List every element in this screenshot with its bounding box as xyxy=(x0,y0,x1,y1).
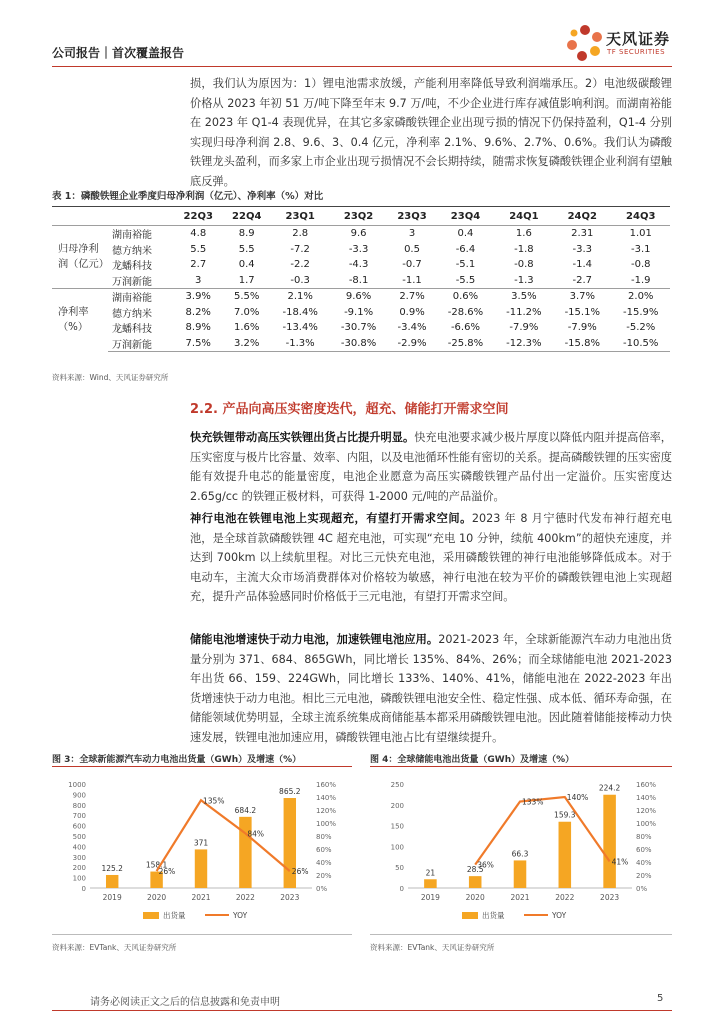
table-value-cell: 0.5 xyxy=(404,243,420,255)
x-tick-label: 2019 xyxy=(420,893,440,902)
table-value-cell: 1.01 xyxy=(629,228,652,240)
footer-disclaimer: 请务必阅读正文之后的信息披露和免责申明 xyxy=(90,997,280,1008)
yoy-data-label: 41% xyxy=(611,857,629,867)
y-tick-label: 100 xyxy=(390,843,404,852)
table-value-cell: -5.2% xyxy=(626,322,656,334)
table-row xyxy=(52,242,670,258)
table-value-cell: 3.5% xyxy=(495,289,553,305)
y-tick-label: 600 xyxy=(72,822,86,831)
table-company-cell: 德方纳米 xyxy=(112,245,152,257)
table-value-cell: -3.3 xyxy=(572,243,593,255)
header-divider xyxy=(52,66,672,67)
legend-label: YOY xyxy=(233,911,248,920)
table-value-cell: -15.1% xyxy=(564,306,600,318)
figure-3-bottom-rule xyxy=(52,934,352,935)
y-tick-label: 250 xyxy=(390,781,404,789)
table-value-cell: -2.7 xyxy=(572,274,593,286)
table-value-cell: 2.7 xyxy=(190,259,207,271)
y-tick-label: 50 xyxy=(395,864,404,873)
table-value-cell: -1.8 xyxy=(514,243,534,255)
table-value-cell: -15.8% xyxy=(553,336,611,352)
table-value-cell: 2.0% xyxy=(611,289,670,305)
legend-swatch-bar xyxy=(462,912,478,919)
table-source: 资料来源：Wind、天风证券研究所 xyxy=(52,373,169,382)
table-company-cell: 湖南裕能 xyxy=(108,289,174,305)
table-value-cell: -8.1 xyxy=(348,274,369,286)
bar-data-label: 159.3 xyxy=(554,810,576,820)
y2-tick-label: 0% xyxy=(636,885,648,893)
table-header-cell: 24Q1 xyxy=(495,207,553,226)
y2-tick-label: 140% xyxy=(316,794,337,802)
footer-divider xyxy=(52,1010,672,1011)
bar xyxy=(195,849,207,888)
bar xyxy=(559,822,572,888)
table-header-cell: 22Q3 xyxy=(174,207,222,226)
yoy-data-label: 135% xyxy=(203,796,225,806)
table-value-cell: 0.4 xyxy=(238,259,255,271)
bar-data-label: 125.2 xyxy=(101,863,123,873)
paragraph-lead: 神行电池在铁锂电池上实现超充，有望打开需求空间。 xyxy=(190,512,472,525)
figure-4-title-rule xyxy=(370,766,672,767)
y2-tick-label: 120% xyxy=(636,807,657,815)
table-header-cell: 22Q4 xyxy=(222,207,270,226)
table-value-cell: -3.4% xyxy=(397,322,427,334)
yoy-data-label: 26% xyxy=(158,867,176,877)
x-tick-label: 2022 xyxy=(235,893,255,902)
table-group-label: 净利率（%） xyxy=(52,289,108,352)
table-company-cell: 湖南裕能 xyxy=(112,230,152,242)
table-value-cell: -5.5 xyxy=(455,274,476,286)
table-value-cell: 0.9% xyxy=(399,306,425,318)
y-tick-label: 500 xyxy=(72,833,86,841)
table-row xyxy=(52,257,670,273)
table-value-cell: -1.3 xyxy=(514,274,534,286)
table-value-cell: -15.9% xyxy=(623,306,659,318)
figure-4-bottom-rule xyxy=(370,934,672,935)
yoy-data-label: 36% xyxy=(477,860,494,870)
figure-3-title-rule xyxy=(52,766,352,767)
y2-tick-label: 40% xyxy=(636,859,652,867)
table-row xyxy=(52,336,670,352)
table-header-cell: 24Q3 xyxy=(611,207,670,226)
table-value-cell: 4.8 xyxy=(190,228,207,240)
table-value-cell: 3 xyxy=(408,228,416,240)
table-title: 表 1：磷酸铁锂企业季度归母净利润（亿元）、净利率（%）对比 xyxy=(52,191,324,202)
table-company-cell: 龙蟠科技 xyxy=(112,261,152,273)
bar-data-label: 684.2 xyxy=(234,805,257,815)
x-tick-label: 2021 xyxy=(191,893,211,902)
y-tick-label: 1000 xyxy=(68,781,86,789)
bar xyxy=(424,879,437,888)
y2-tick-label: 140% xyxy=(636,794,657,802)
bar-data-label: 66.3 xyxy=(511,849,529,859)
table-value-cell: 0.4 xyxy=(457,228,474,240)
table-value-cell: 2.1% xyxy=(271,289,329,305)
table-value-cell: 1.6 xyxy=(515,228,532,240)
bar-data-label: 158.1 xyxy=(145,860,168,870)
table-value-cell: -30.8% xyxy=(329,336,387,352)
table-value-cell: 9.6 xyxy=(350,228,367,240)
table-value-cell: 7.0% xyxy=(234,306,260,318)
table-value-cell: -7.9% xyxy=(567,322,597,334)
table-row xyxy=(52,289,670,305)
table-value-cell: 9.6% xyxy=(329,289,387,305)
table-value-cell: -12.3% xyxy=(495,336,553,352)
table-company-cell: 德方纳米 xyxy=(112,308,152,320)
pinwheel-logo-icon xyxy=(566,24,604,62)
company-logo xyxy=(566,24,686,64)
yoy-data-label: 140% xyxy=(566,793,589,802)
table-header-cell: 23Q2 xyxy=(329,207,387,226)
table-value-cell: 5.5% xyxy=(222,289,270,305)
table-value-cell: 3.7% xyxy=(553,289,611,305)
table-value-cell: -6.6% xyxy=(450,322,480,334)
table-header-cell: 23Q1 xyxy=(271,207,329,226)
x-tick-label: 2022 xyxy=(555,893,575,902)
table-value-cell: 2.7% xyxy=(388,289,436,305)
table-header-cell: 24Q2 xyxy=(553,207,611,226)
paragraph-body: 快充电池要求减少极片厚度以降低内阻并提高倍率，压实密度与极片比容量、效率、内阻，以及电池循环性能有密切的关系。提高磷酸铁锂的压实密度能有效提升电芯的能量密度，电池企业愿意为高压实磷酸铁锂产品付出一定溢价。压实密度达 2.65g/cc 的铁锂正极材料，可获得 1-2000 元/吨的产品溢价。 xyxy=(190,431,672,503)
table-value-cell: -0.7 xyxy=(402,259,422,271)
y2-tick-label: 80% xyxy=(636,833,652,841)
y-tick-label: 0 xyxy=(81,885,86,893)
profit-comparison-table xyxy=(52,206,670,352)
table-value-cell: -5.1 xyxy=(455,259,476,271)
bar-data-label: 21 xyxy=(425,868,436,878)
y2-tick-label: 160% xyxy=(636,781,657,789)
table-header-cell: 23Q3 xyxy=(388,207,436,226)
legend-label: 出货量 xyxy=(482,911,505,920)
table-value-cell: -7.2 xyxy=(290,243,310,255)
y-tick-label: 400 xyxy=(72,843,86,852)
table-value-cell: -6.4 xyxy=(455,243,476,255)
table-value-cell: -9.1% xyxy=(344,306,374,318)
x-tick-label: 2020 xyxy=(465,893,485,902)
figure-4-chart xyxy=(370,770,672,928)
y-tick-label: 200 xyxy=(390,801,404,810)
table-value-cell: 3 xyxy=(195,274,202,286)
table-value-cell: -3.3 xyxy=(348,243,369,255)
y2-tick-label: 20% xyxy=(636,872,652,880)
figure-4-source: 资料来源：EVTank、天风证券研究所 xyxy=(370,943,495,952)
table-row xyxy=(52,273,670,289)
yoy-data-label: 84% xyxy=(247,829,265,839)
y2-tick-label: 20% xyxy=(316,872,332,880)
x-tick-label: 2023 xyxy=(280,893,300,902)
y2-tick-label: 60% xyxy=(636,846,652,854)
x-tick-label: 2021 xyxy=(510,893,530,902)
table-header-cell: 23Q4 xyxy=(436,207,494,226)
table-company-cell: 万润新能 xyxy=(108,336,174,352)
table-value-cell: -25.8% xyxy=(436,336,494,352)
y2-tick-label: 60% xyxy=(316,846,332,854)
table-value-cell: -0.8 xyxy=(514,259,534,271)
y-tick-label: 100 xyxy=(72,874,86,883)
table-value-cell: 3.9% xyxy=(174,289,222,305)
table-row xyxy=(52,226,670,242)
table-value-cell: -1.3% xyxy=(271,336,329,352)
paragraph-lead: 储能电池增速快于动力电池，加速铁锂电池应用。 xyxy=(190,633,439,646)
y2-tick-label: 40% xyxy=(316,859,332,867)
intro-paragraph: 损，我们认为原因为：1）锂电池需求放缓，产能利用率降低导致利润端承压。2）电池级碳酸锂价格从 2023 年初 51 万/吨下降至年末 9.7 万/吨，不少企业进行库存减值影响利润。而湖南裕能在 2023 年 Q1-4 表现优异，在其它多家磷酸铁锂企业出现亏损的情况下仍保持盈利，Q1-4 分别实现归母净利润 2.8、9.6、3、0.4 亿元，净利率 2.1%、9.6%、2.7%、0.6%。我们认为磷酸铁锂龙头盈利，而多家上市企业出现亏损情况不会长期持续，随需求恢复磷酸铁锂企业利润有望触底反弹。 xyxy=(190,77,672,188)
section-title: 2.2. 产品向高压实密度迭代，超充、储能打开需求空间 xyxy=(190,402,509,417)
bar xyxy=(469,876,482,888)
table-value-cell: -2.2 xyxy=(290,259,310,271)
table-value-cell: 8.9% xyxy=(185,322,211,334)
y-tick-label: 0 xyxy=(399,885,404,893)
y-tick-label: 900 xyxy=(72,791,86,800)
table-value-cell: 2.31 xyxy=(571,228,594,240)
y2-tick-label: 120% xyxy=(316,807,337,815)
table-value-cell: -30.7% xyxy=(340,322,377,334)
table-value-cell: 1.7 xyxy=(238,274,255,286)
yoy-data-label: 26% xyxy=(291,867,309,877)
table-header-company xyxy=(108,207,174,226)
table-row xyxy=(52,305,670,321)
paragraph-body: 2021-2023 年，全球新能源汽车动力电池出货量分别为 371、684、865GWh，同比增长 135%、84%、26%；而全球储能电池 2021-2023 年出货 66、159、224GWh，同比增长 133%、140%、41%，储能电池在 2022-2023 年出货增速快于动力电池。相比三元电池，磷酸铁锂电池安全性、稳定性强、成本低、循环寿命强，在储能领域优势明显，全球主流系统集成商储能基本都采用磷酸铁锂电池。因此随着储能接棒动力快速发展，铁锂电池加速应用，磷酸铁锂电池占比有望继续提升。 xyxy=(190,633,672,744)
yoy-line xyxy=(475,797,609,865)
y-tick-label: 150 xyxy=(390,822,404,831)
paragraph-lead: 快充铁锂带动高压实铁锂出货占比提升明显。 xyxy=(190,431,415,444)
y2-tick-label: 80% xyxy=(316,833,332,841)
table-value-cell: -4.3 xyxy=(348,259,369,271)
y-tick-label: 700 xyxy=(72,812,86,821)
table-header-corner xyxy=(52,207,108,226)
bar-data-label: 224.2 xyxy=(598,783,621,793)
bar xyxy=(603,795,616,888)
table-row xyxy=(52,320,670,336)
report-header-title: 公司报告｜首次覆盖报告 xyxy=(52,46,185,60)
y2-tick-label: 160% xyxy=(316,781,337,789)
logo-text-cn: 天风证券 xyxy=(606,30,671,48)
bar xyxy=(514,860,527,888)
bar-data-label: 28.5 xyxy=(466,865,484,875)
section-paragraph-2 xyxy=(190,509,672,607)
table-value-cell: -28.6% xyxy=(447,306,484,318)
table-value-cell: -3.1 xyxy=(630,243,651,255)
y-tick-label: 800 xyxy=(72,801,86,810)
table-header-row xyxy=(52,207,670,226)
table-value-cell: 5.5 xyxy=(238,243,255,255)
table-value-cell: 1.6% xyxy=(234,322,260,334)
table-value-cell: 8.9 xyxy=(238,228,255,240)
table-value-cell: 5.5 xyxy=(190,243,207,255)
y2-tick-label: 100% xyxy=(316,820,337,828)
table-value-cell: -0.8 xyxy=(630,259,651,271)
page-number: 5 xyxy=(657,993,664,1004)
y-tick-label: 200 xyxy=(72,864,86,873)
table-company-cell: 万润新能 xyxy=(112,276,152,288)
legend-swatch-bar xyxy=(143,912,159,919)
x-tick-label: 2020 xyxy=(147,893,167,902)
figure-3-chart xyxy=(52,770,352,928)
table-value-cell: -2.9% xyxy=(388,336,436,352)
section-paragraph-1 xyxy=(190,428,672,506)
x-tick-label: 2023 xyxy=(600,893,620,902)
table-value-cell: -0.3 xyxy=(290,274,310,286)
logo-text-en: TF SECURITIES xyxy=(607,48,666,56)
bar xyxy=(239,817,251,888)
y-tick-label: 300 xyxy=(72,853,86,862)
bar-data-label: 865.2 xyxy=(279,787,301,797)
table-value-cell: 8.2% xyxy=(185,306,211,318)
table-value-cell: -11.2% xyxy=(506,306,542,318)
table-value-cell: 7.5% xyxy=(174,336,222,352)
bar-data-label: 371 xyxy=(193,838,209,848)
y2-tick-label: 100% xyxy=(636,820,657,828)
table-group-label: 归母净利润（亿元） xyxy=(58,244,109,270)
legend-label: YOY xyxy=(552,911,567,920)
y2-tick-label: 0% xyxy=(316,885,328,893)
bar xyxy=(106,875,118,888)
table-value-cell: -13.4% xyxy=(282,322,318,334)
figure-4-title: 图 4：全球储能电池出货量（GWh）及增速（%） xyxy=(370,755,575,765)
table-value-cell: -10.5% xyxy=(611,336,670,352)
section-paragraph-3 xyxy=(190,630,672,747)
table-value-cell: -7.9% xyxy=(509,322,539,334)
paragraph-body: 2023 年 8 月宁德时代发布神行超充电池，是全球首款磷酸铁锂 4C 超充电池，可实现“充电 10 分钟，续航 400km”的超快充速度，并达到 700km 以上续航里程。对比三元快充电池，采用磷酸铁锂的神行电池能够降低成本。对于电动车，主流大众市场消费群体对价格较为敏感，神行电池在较为平价的磷酸铁锂电池上实现超充，提升产品体验感同时价格低于三元电池，有望打开需求空间。 xyxy=(190,512,672,603)
x-tick-label: 2019 xyxy=(102,893,122,902)
table-value-cell: -18.4% xyxy=(282,306,318,318)
figure-3-source: 资料来源：EVTank、天风证券研究所 xyxy=(52,943,177,952)
table-value-cell: 0.6% xyxy=(436,289,494,305)
table-company-cell: 龙蟠科技 xyxy=(112,324,152,336)
table-value-cell: 3.2% xyxy=(222,336,270,352)
legend-label: 出货量 xyxy=(163,911,186,920)
figure-3-title: 图 3：全球新能源汽车动力电池出货量（GWh）及增速（%） xyxy=(52,755,302,765)
table-value-cell: 2.8 xyxy=(292,228,309,240)
yoy-line xyxy=(157,800,290,871)
table-value-cell: -1.9 xyxy=(630,274,651,286)
table-value-cell: -1.1 xyxy=(402,274,422,286)
table-value-cell: -1.4 xyxy=(572,259,593,271)
yoy-data-label: 133% xyxy=(522,797,544,807)
